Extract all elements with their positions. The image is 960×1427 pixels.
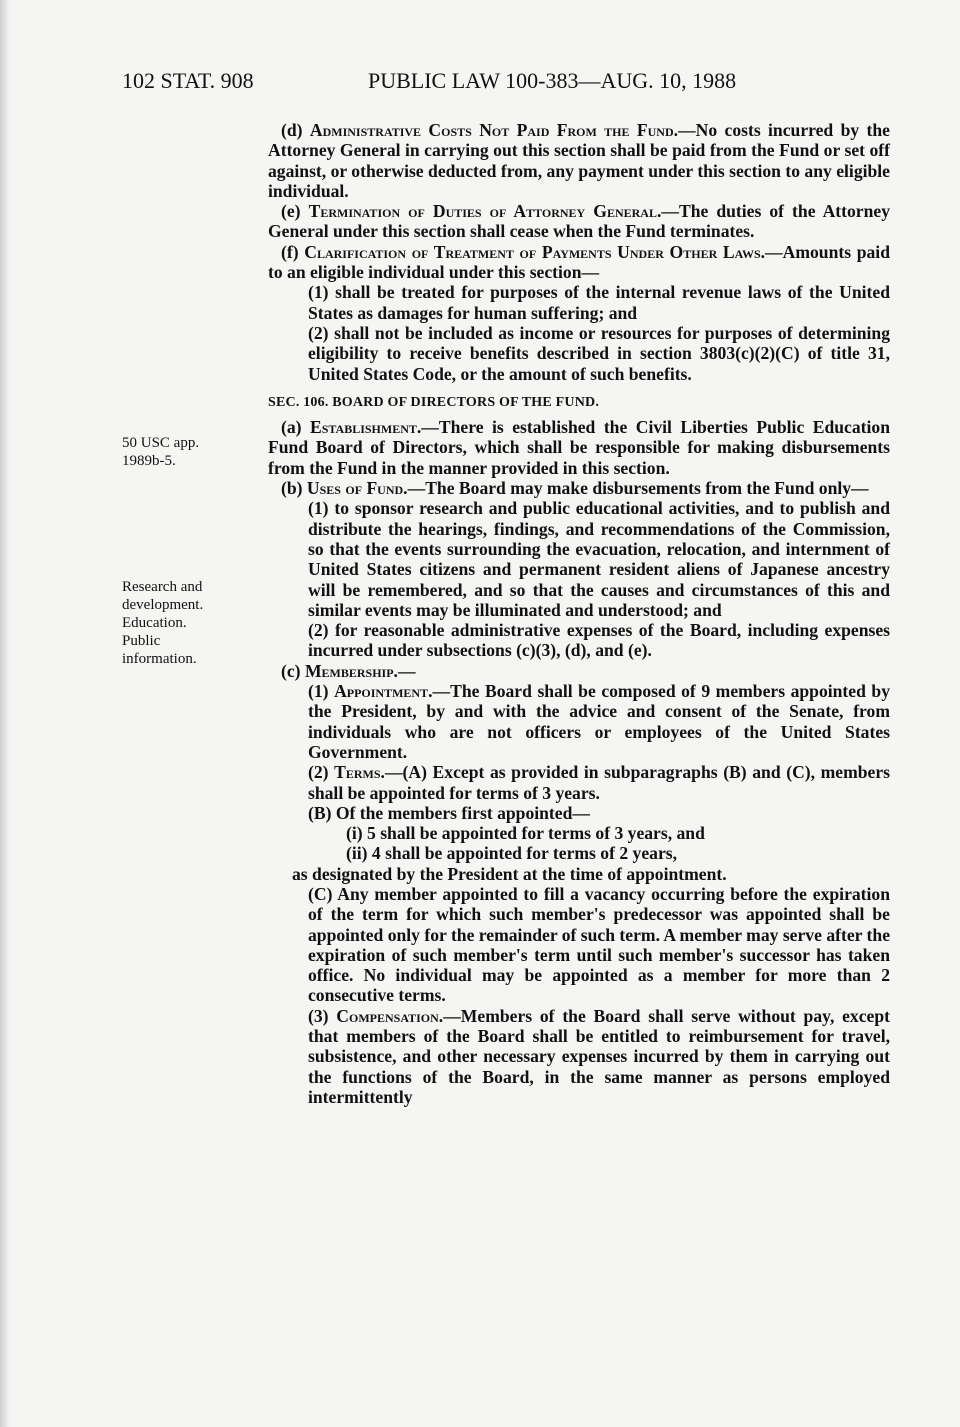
subsection-e	[268, 201, 890, 242]
subsection-heading: Uses of Fund.	[306, 478, 408, 499]
subsection-heading: Termination of Duties of Attorney General.	[308, 201, 662, 222]
subsection-heading: Establishment.	[310, 417, 422, 438]
paragraph-f1: (1) shall be treated for purposes of the internal revenue laws of the United States as damages for human suffering; and	[308, 282, 890, 323]
subparagraph-c2c: (C) Any member appointed to fill a vacancy occurring before the expiration of the term for which such member's predecessor was appointed shall be appointed only for the remainder of such term. A member may serve after the expiration of such member's term until such member's successor has taken office. No individual may be appointed as a member for more than 2 consecutive terms.	[308, 883, 890, 1006]
subparagraph-c2b: (B) Of the members first appointed—	[308, 802, 590, 823]
paragraph-c2	[268, 762, 890, 803]
subsection-label: (d)	[281, 120, 303, 140]
margin-topic-line: Public	[122, 633, 161, 649]
subsection-label: (b)	[281, 478, 303, 499]
paragraph-b1: (1) to sponsor research and public educational activities, and to publish and distribute the hearings, findings, and recommendations of the Commission, so that the events surrounding the evacuation, relocation, and internment of United States citizens and permanent resident aliens of Japanese ancestry will be remembered, and so that the causes and circumstances of this and similar events may be illuminated and understood; and	[308, 498, 890, 620]
subsection-b	[268, 478, 890, 498]
subsection-f	[268, 242, 890, 283]
subsection-heading: Membership.	[304, 660, 398, 681]
subsection-text: —The Board may make disbursements from the Fund only—	[407, 478, 869, 499]
subsection-a	[268, 417, 890, 478]
page-edge-shadow	[0, 0, 10, 1427]
paragraph-label: (3)	[308, 1005, 329, 1026]
statute-page-number: 102 STAT. 908	[122, 68, 254, 93]
margin-topic-line: development.	[122, 597, 204, 613]
clause-c2b-i: (i) 5 shall be appointed for terms of 3 years, and	[346, 823, 705, 844]
paragraph-heading: Terms.	[334, 762, 385, 783]
paragraph-b2: (2) for reasonable administrative expenses of the Board, including expenses incurred under subsections (c)(3), (d), and (e).	[308, 620, 890, 661]
clause-c2b-ii: (ii) 4 shall be appointed for terms of 2 years,	[346, 843, 677, 864]
public-law-citation: PUBLIC LAW 100-383—AUG. 10, 1988	[368, 68, 737, 93]
paragraph-text: —Members of the Board shall serve without pay, except that members of the Board shall be entitled to reimbursement for travel, subsistence, and other necessary expenses incurred by them in carrying out the functions of the Board, in the same manner as persons employed intermittently	[308, 1005, 890, 1107]
margin-topic-line: Education.	[122, 615, 187, 631]
subsection-label: (e)	[281, 201, 301, 222]
subsection-text: —There is established the Civil Liberties Public Education Fund Board of Directors, which shall be responsible for making disbursements from the Fund in the manner provided in this section.	[268, 417, 890, 478]
paragraph-label: (2)	[308, 762, 329, 783]
subsection-c	[268, 661, 890, 681]
subsection-text: —Amounts paid to an eligible individual under this section—	[268, 241, 890, 283]
paragraph-c3	[268, 1006, 890, 1107]
paragraph-text: —(A) Except as provided in subparagraphs (B) and (C), members shall be appointed for terms of 3 years.	[308, 762, 890, 803]
margin-note-citation	[122, 434, 252, 470]
paragraph-heading: Compensation.	[336, 1005, 444, 1026]
paragraph-c1	[268, 681, 890, 762]
paragraph-label: (1)	[308, 681, 329, 702]
paragraph-f2: (2) shall not be included as income or resources for purposes of determining eligibility to receive benefits described in section 3803(c)(2)(C) of title 31, United States Code, or the amount of such benefits.	[308, 322, 890, 384]
subsection-label: (f)	[281, 241, 299, 262]
margin-topic-line: Research and	[122, 579, 203, 595]
margin-topic-line: information.	[122, 651, 197, 667]
subsection-text: —	[397, 660, 416, 681]
paragraph-heading: Appointment.	[334, 681, 433, 702]
subsection-label: (a)	[281, 417, 302, 438]
subsection-d	[268, 120, 890, 201]
subsection-label: (c)	[281, 660, 301, 681]
subsection-text: —No costs incurred by the Attorney General in carrying out this section shall be paid from the Fund or set off against, or otherwise deducted from, any payment under this section to any eligible individual.	[268, 120, 890, 201]
margin-citation-line: 50 USC app.	[122, 435, 200, 451]
subsection-text: —The duties of the Attorney General under this section shall cease when the Fund terminates.	[268, 201, 891, 242]
margin-note-topics	[122, 578, 252, 668]
margin-citation-line: 1989b-5.	[122, 453, 176, 469]
subparagraph-c2b-tail: as designated by the President at the time of appointment.	[292, 863, 727, 884]
statute-body	[268, 120, 890, 1107]
paragraph-text: —The Board shall be composed of 9 members appointed by the President, by and with the advice and consent of the Senate, from individuals who are not officers or employees of the United States Government.	[308, 681, 890, 762]
section-heading: SEC. 106. BOARD OF DIRECTORS OF THE FUND.	[268, 394, 600, 410]
subsection-heading: Administrative Costs Not Paid From the Fund.	[309, 120, 679, 140]
subsection-heading: Clarification of Treatment of Payments Under Other Laws.	[304, 241, 766, 262]
